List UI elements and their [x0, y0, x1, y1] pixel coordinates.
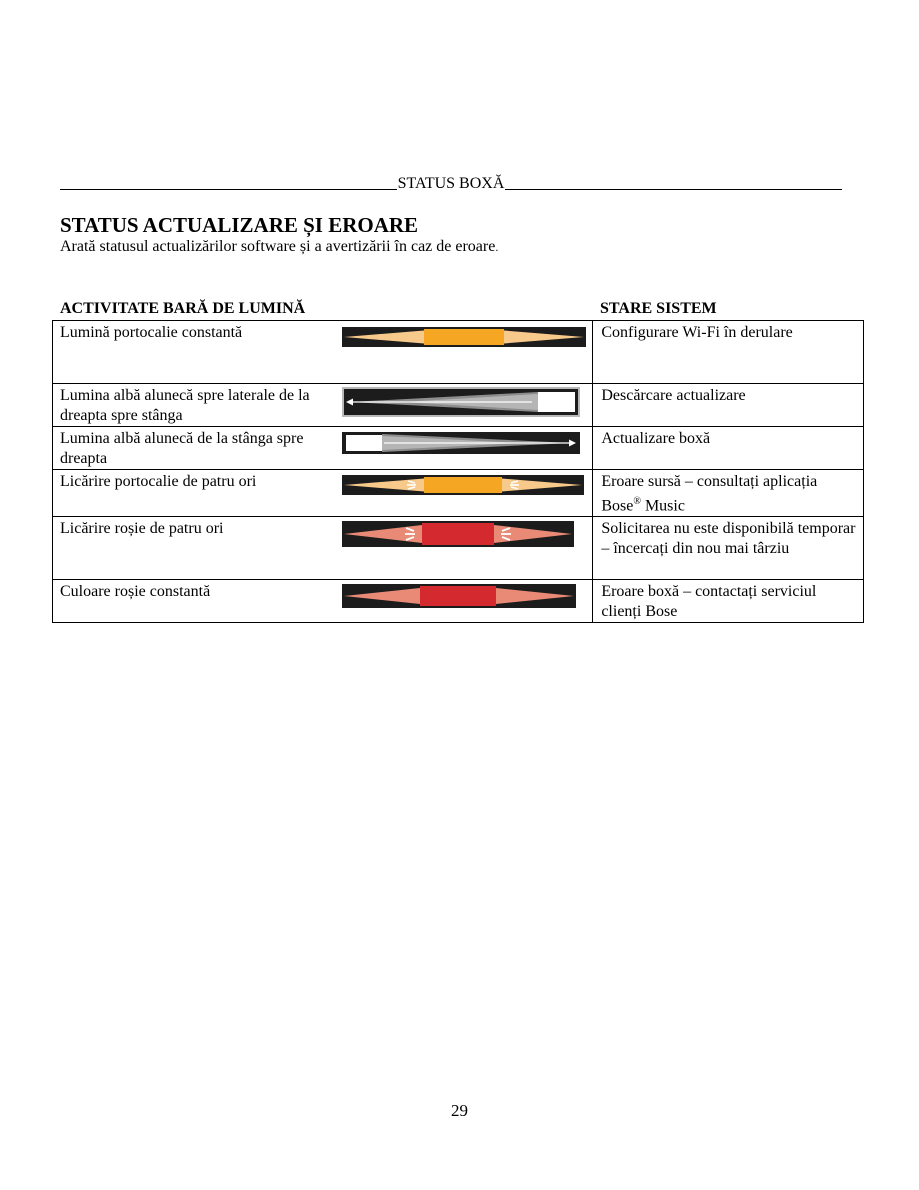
status-table — [52, 320, 864, 623]
red-blink-light-bar-icon — [342, 521, 574, 547]
registered-mark: ® — [633, 496, 641, 507]
section-description-text: Arată statusul actualizărilor software și a avertizării în caz de eroare — [60, 238, 496, 255]
page-number: 29 — [451, 1101, 468, 1120]
orange-blink-light-bar-icon — [342, 475, 584, 495]
light-bar-cell — [338, 384, 593, 427]
state-text: Eroare sursă – consultați aplicația Bose — [601, 473, 818, 515]
light-bar-cell — [338, 470, 593, 517]
activity-cell: Lumina albă alunecă de la stânga spre dreapta — [53, 427, 338, 470]
state-cell — [593, 470, 864, 517]
activity-cell: Lumina albă alunecă spre laterale de la dreapta spre stânga — [53, 384, 338, 427]
light-bar-cell — [338, 580, 593, 623]
light-bar-cell — [338, 427, 593, 470]
white-slide-right-light-bar-icon — [342, 432, 580, 454]
state-cell: Solicitarea nu este disponibilă temporar – încercați din nou mai târziu — [593, 517, 864, 580]
activity-cell: Lumină portocalie constantă — [53, 321, 338, 384]
table-row — [53, 470, 864, 517]
state-cell: Descărcare actualizare — [593, 384, 864, 427]
red-steady-light-bar-icon — [342, 584, 576, 608]
section-description — [60, 238, 498, 256]
orange-steady-light-bar-icon — [342, 327, 586, 347]
table-row — [53, 517, 864, 580]
header-rule-right — [505, 189, 842, 190]
state-cell: Eroare boxă – contactați serviciul clienți Bose — [593, 580, 864, 623]
header-rule-left — [60, 189, 397, 190]
activity-cell: Licărire roșie de patru ori — [53, 517, 338, 580]
state-text-tail: Music — [640, 497, 685, 515]
page-header — [60, 173, 842, 193]
state-cell: Configurare Wi-Fi în derulare — [593, 321, 864, 384]
table-row — [53, 321, 864, 384]
table-row — [53, 580, 864, 623]
column-header-activity: ACTIVITATE BARĂ DE LUMINĂ — [60, 300, 306, 317]
table-row — [53, 427, 864, 470]
section-description-end: . — [495, 240, 499, 254]
state-cell: Actualizare boxă — [593, 427, 864, 470]
table-row — [53, 384, 864, 427]
activity-cell: Licărire portocalie de patru ori — [53, 470, 338, 517]
activity-cell: Culoare roșie constantă — [53, 580, 338, 623]
light-bar-cell — [338, 321, 593, 384]
light-bar-cell — [338, 517, 593, 580]
white-slide-left-light-bar-icon — [342, 387, 580, 417]
header-section-label: STATUS BOXĂ — [397, 175, 505, 192]
column-header-state: STARE SISTEM — [600, 300, 717, 317]
section-title: STATUS ACTUALIZARE ȘI EROARE — [60, 213, 419, 237]
